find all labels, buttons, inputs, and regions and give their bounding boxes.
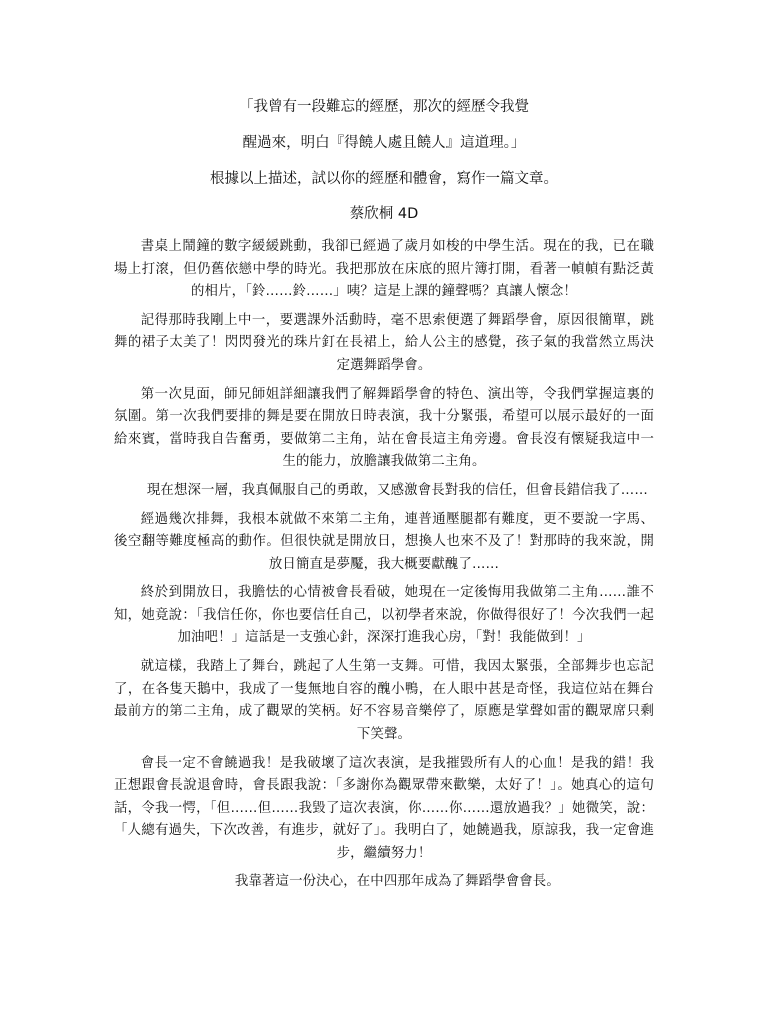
- paragraph-7: 就這樣，我踏上了舞台，跳起了人生第一支舞。可惜，我因太緊張，全部舞步也忘記了，在各隻天鵝中，我成了一隻無地自容的醜小鴨，在人眼中甚是奇怪，我這位站在舞台最前方的第二主角，成了觀眾的笑柄。好不容易音樂停了，原應是掌聲如雷的觀眾席只剩下笑聲。: [114, 659, 654, 742]
- paragraph-8: 會長一定不會饒過我！是我破壞了這次表演，是我摧毀所有人的心血！是我的錯！我正想跟會長說退會時，會長跟我說：「多謝你為觀眾帶來歡樂，太好了！」。她真心的這句話，令我一愕，「但……但……我毀了這次表演，你……你……還放過我？」她微笑，說：「人總有過失，下次改善，有進步，就好了」。我明白了，她饒過我，原諒我，我一定會進步，繼續努力！: [114, 755, 654, 861]
- paragraph-2: 記得那時我剛上中一，要選課外活動時，毫不思索便選了舞蹈學會，原因很簡單，跳舞的裙子太美了！閃閃發光的珠片釘在長裙上，給人公主的感覺，孩子氣的我當然立馬決定選舞蹈學會。: [114, 312, 654, 373]
- paragraph-1: 書桌上鬧鐘的數字緩緩跳動，我卻已經過了歲月如梭的中學生活。現在的我，已在職場上打滾，但仍舊依戀中學的時光。我把那放在床底的照片簿打開，看著一幀幀有點泛黃的相片，「鈴……鈴……」咦？這是上課的鐘聲嗎？真讓人懷念！: [114, 239, 654, 299]
- paragraph-9: 我靠著這一份決心，在中四那年成為了舞蹈學會會長。: [234, 874, 560, 890]
- paragraph-6: 終於到開放日，我膽怯的心情被會長看破，她現在一定後悔用我做第二主角……誰不知，她竟說：「我信任你，你也要信任自己，以初學者來說，你做得很好了！今次我們一起加油吧！」這話是一支強心針，深深打進我心房，「對！我能做到！」: [114, 585, 654, 646]
- paragraph-3: 第一次見面，師兄師姐詳細讓我們了解舞蹈學會的特色、演出等，令我們掌握這裏的氛圍。第一次我們要排的舞是要在開放日時表演，我十分緊張，希望可以展示最好的一面給來賓，當時我自告奮勇，要做第二主角，站在會長這主角旁邊。會長沒有懷疑我這中一生的能力，放膽讓我做第二主角。: [114, 386, 654, 470]
- essay-body: [114, 236, 654, 900]
- question-line-1: 「我曾有一段難忘的經歷，那次的經歷令我覺: [239, 99, 529, 115]
- paragraph-4: 現在想深一層，我真佩服自己的勇敢，又感激會長對我的信任，但會長錯信我了……: [146, 482, 648, 498]
- author-name-class: 蔡欣桐 4D: [349, 206, 419, 222]
- question-line-3: 根據以上描述，試以你的經歷和體會，寫作一篇文章。: [210, 171, 558, 187]
- paragraph-5: 經過幾次排舞，我根本就做不來第二主角，連普通壓腿都有難度，更不要說一字馬、後空翻等難度極高的動作。但很快就是開放日，想換人也來不及了！對那時的我來說，開放日簡直是夢魘，我大概要獻醜了……: [114, 511, 654, 572]
- question-line-2: 醒過來，明白『得饒人處且饒人』這道理。」: [242, 135, 526, 151]
